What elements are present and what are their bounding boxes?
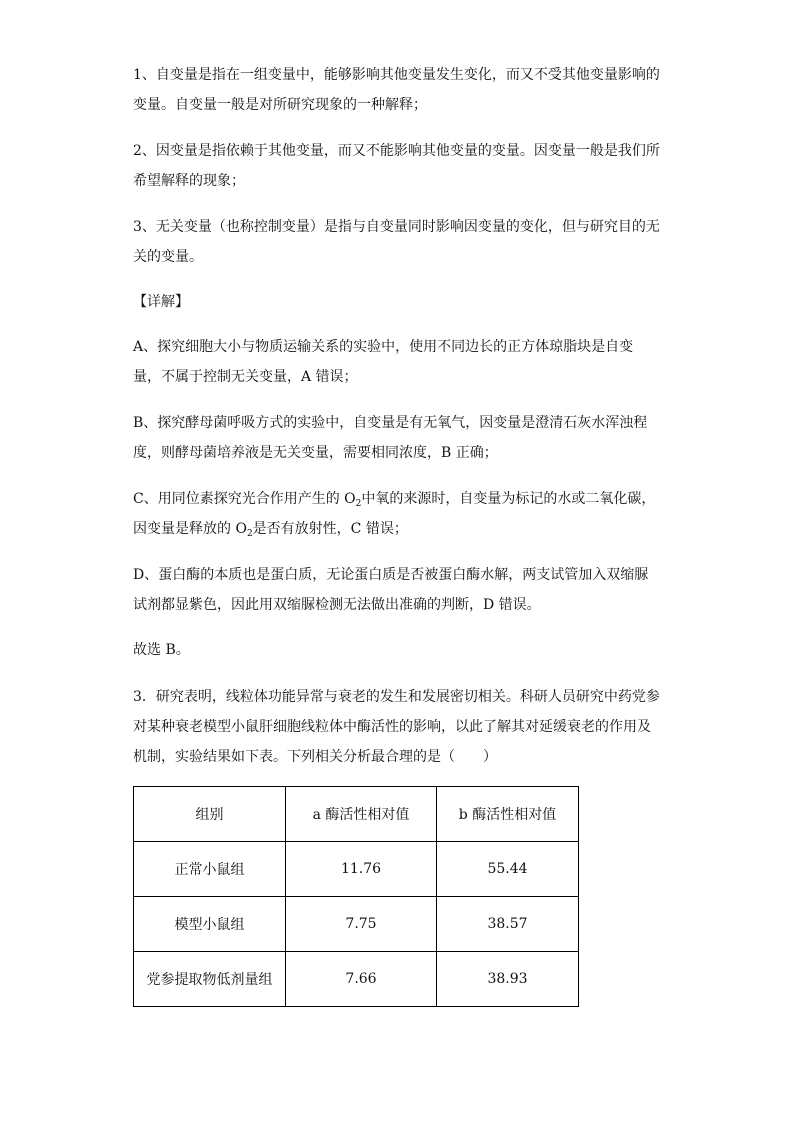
text-fragment: 是否有放射性，C 错误；: [252, 521, 408, 537]
table-cell: 55.44: [437, 842, 579, 897]
text-line: 机制，实验结果如下表。下列相关分析最合理的是（ ）: [133, 749, 497, 765]
answer-text: 故选 B。: [133, 642, 190, 658]
table-cell: 正常小鼠组: [134, 842, 286, 897]
text-line: 对某种衰老模型小鼠肝细胞线粒体中酶活性的影响，以此了解其对延缓衰老的作用及: [133, 719, 651, 735]
results-table: [133, 786, 579, 1007]
option-a: [133, 332, 673, 392]
table-cell: 38.57: [437, 897, 579, 952]
subscript: 2: [355, 499, 362, 509]
question-3: [133, 682, 673, 772]
text-line: 2、因变量是指依赖于其他变量，而又不能影响其他变量的变量。因变量一般是我们所: [133, 143, 660, 159]
answer: [133, 635, 673, 665]
text-line: 3．研究表明，线粒体功能异常与衰老的发生和发展密切相关。科研人员研究中药党参: [133, 689, 660, 705]
text-line: [133, 484, 673, 514]
text-line: 1、自变量是指在一组变量中，能够影响其他变量发生变化，而又不受其他变量影响的: [133, 67, 660, 83]
table-cell: 11.76: [286, 842, 437, 897]
detail-heading: [133, 287, 673, 317]
text-line: D、蛋白酶的本质也是蛋白质，无论蛋白质是否被蛋白酶水解，两支试管加入双缩脲: [133, 567, 649, 583]
text-line: B、探究酵母菌呼吸方式的实验中，自变量是有无氧气，因变量是澄清石灰水浑浊程: [133, 415, 648, 431]
text-line: 量，不属于控制无关变量，A 错误；: [133, 369, 358, 385]
text-fragment: 中氧的来源时，自变量为标记的水或二氧化碳，: [361, 491, 656, 507]
text-line: 变量。自变量一般是对所研究现象的一种解释；: [133, 97, 427, 113]
explanation-3: [133, 212, 673, 272]
text-line: [133, 514, 673, 544]
option-c: [133, 484, 673, 544]
option-d: [133, 560, 673, 620]
text-fragment: 因变量是释放的 O: [133, 521, 247, 537]
explanation-1: [133, 60, 673, 120]
option-b: [133, 408, 673, 468]
table-header-cell: 组别: [134, 787, 286, 842]
table-row: [134, 952, 579, 1007]
text-line: 试剂都显紫色，因此用双缩脲检测无法做出准确的判断，D 错误。: [133, 597, 541, 613]
text-line: 3、无关变量（也称控制变量）是指与自变量同时影响因变量的变化，但与研究目的无: [133, 219, 660, 235]
subscript: 2: [246, 529, 253, 539]
table-row: [134, 897, 579, 952]
text-line: A、探究细胞大小与物质运输关系的实验中，使用不同边长的正方体琼脂块是自变: [133, 339, 634, 355]
table-cell: 党参提取物低剂量组: [134, 952, 286, 1007]
table-cell: 模型小鼠组: [134, 897, 286, 952]
table-cell: 7.75: [286, 897, 437, 952]
text-line: 希望解释的现象；: [133, 173, 245, 189]
table-row: [134, 842, 579, 897]
table-header-cell: b 酶活性相对值: [437, 787, 579, 842]
table-cell: 38.93: [437, 952, 579, 1007]
text-line: 关的变量。: [133, 249, 203, 265]
table-cell: 7.66: [286, 952, 437, 1007]
heading-text: 【详解】: [133, 294, 189, 310]
table-header-row: [134, 787, 579, 842]
table-header-cell: a 酶活性相对值: [286, 787, 437, 842]
text-fragment: C、用同位素探究光合作用产生的 O: [133, 491, 356, 507]
explanation-2: [133, 136, 673, 196]
text-line: 度，则酵母菌培养液是无关变量，需要相同浓度，B 正确；: [133, 445, 498, 461]
